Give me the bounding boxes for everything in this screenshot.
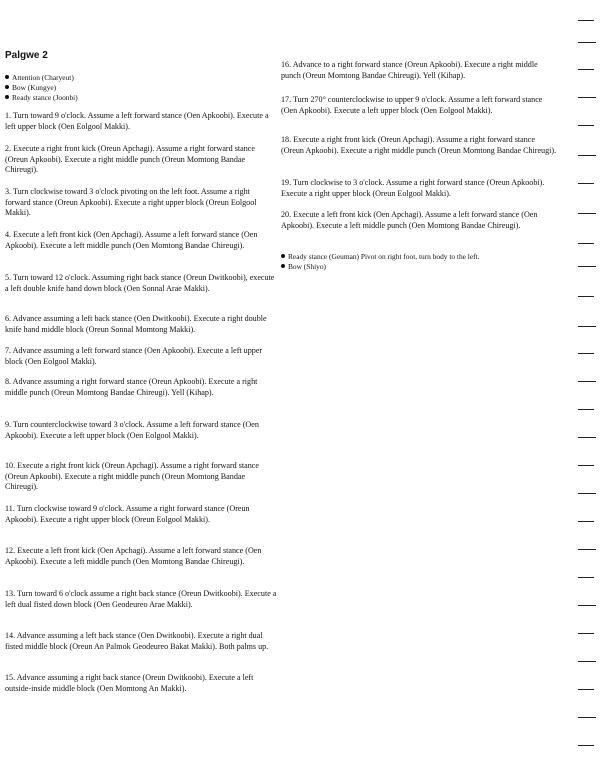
- step-14: 14. Advance assuming a left back stance (Oen Dwitkoobi). Execute a right dual fisted middle block (Oreun An Palmok Geodeureo Bakat Makki). Both palms up.: [5, 631, 269, 651]
- edge-mark: [578, 183, 594, 184]
- edge-mark: [578, 125, 594, 126]
- edge-mark: [578, 633, 594, 634]
- form-title: Palgwe 2: [5, 50, 48, 61]
- step-15: 15. Advance assuming a right back stance (Oreun Dwitkoobi). Execute a left outside-inside middle block (Oen Momtong An Makki).: [5, 673, 254, 693]
- edge-mark: [578, 689, 594, 690]
- bullet-dot-icon: [281, 264, 285, 268]
- scan-edge-marks: [578, 0, 600, 769]
- closing-bullet: Ready stance (Geuman) Pivot on right foot, turn body to the left.: [281, 252, 480, 262]
- edge-mark: [578, 266, 596, 267]
- step-18: 18. Execute a right front kick (Oreun Apchagi). Assume a right forward stance (Oreun Apkoobi). Execute a right middle punch (Oreun Momtong Bandae Chireugi).: [281, 135, 557, 155]
- edge-mark: [578, 409, 594, 410]
- bullet-dot-icon: [5, 85, 9, 89]
- edge-mark: [578, 326, 596, 327]
- edge-mark: [578, 465, 594, 466]
- step-9: 9. Turn counterclockwise toward 3 o'clock. Assume a left forward stance (Oen Apkoobi). Execute a left upper block (Oen Eolgool Makki).: [5, 420, 259, 440]
- edge-mark: [578, 605, 596, 606]
- opening-bullet: Attention (Charyeut): [5, 73, 74, 83]
- edge-mark: [578, 493, 596, 494]
- step-20: 20. Execute a left front kick (Oen Apchagi). Assume a left forward stance (Oen Apkoobi). Execute a left middle punch (Oen Momtong Bandae Chireugi).: [281, 210, 538, 230]
- edge-mark: [578, 381, 596, 382]
- edge-mark: [578, 745, 594, 746]
- bullet-dot-icon: [281, 254, 285, 258]
- edge-mark: [578, 437, 596, 438]
- step-3: 3. Turn clockwise toward 3 o'clock pivoting on the left foot. Assume a right forward stance (Oreun Apkoobi). Execute a right upper block (Oreun Eolgool Makki).: [5, 187, 257, 218]
- edge-mark: [578, 243, 594, 244]
- step-12: 12. Execute a left front kick (Oen Apchagi). Assume a left forward stance (Oen Apkoobi). Execute a left middle punch (Oen Momtong Bandae Chireugi).: [5, 546, 262, 566]
- bullet-dot-icon: [5, 95, 9, 99]
- edge-mark: [578, 549, 596, 550]
- edge-mark: [578, 20, 594, 21]
- opening-bullet: Ready stance (Joonbi): [5, 93, 78, 103]
- opening-bullet: Bow (Kungye): [5, 83, 56, 93]
- edge-mark: [578, 661, 596, 662]
- edge-mark: [578, 353, 594, 354]
- edge-mark: [578, 69, 594, 70]
- step-6: 6. Advance assuming a left back stance (Oen Dwitkoobi). Execute a right double knife hand middle block (Oreun Sonnal Momtong Makki).: [5, 314, 267, 334]
- closing-bullet: Bow (Shiyo): [281, 262, 326, 272]
- bullet-dot-icon: [5, 75, 9, 79]
- edge-mark: [578, 213, 596, 214]
- step-17: 17. Turn 270° counterclockwise to upper 9 o'clock. Assume a left forward stance (Oen Apkoobi). Execute a left upper block (Oen Eolgool Makki).: [281, 95, 543, 115]
- step-19: 19. Turn clockwise to 3 o'clock. Assume a right forward stance (Oreun Apkoobi). Execute a right upper block (Oreun Eolgool Makki).: [281, 178, 545, 198]
- step-16: 16. Advance to a right forward stance (Oreun Apkoobi). Execute a right middle punch (Oreun Momtong Bandae Chireugi). Yell (Kihap).: [281, 60, 538, 80]
- edge-mark: [578, 577, 594, 578]
- step-10: 10. Execute a right front kick (Oreun Apchagi). Assume a right forward stance (Oreun Apkoobi). Execute a right middle punch (Oreun Momtong Bandae Chireugi).: [5, 461, 259, 492]
- edge-mark: [578, 155, 596, 156]
- step-7: 7. Advance assuming a left forward stance (Oen Apkoobi). Execute a left upper block (Oen Eolgool Makki).: [5, 346, 263, 366]
- step-2: 2. Execute a right front kick (Oreun Apchagi). Assume a right forward stance (Oreun Apkoobi). Execute a right middle punch (Oreun Momtong Bandae Chireugi).: [5, 144, 255, 175]
- edge-mark: [578, 521, 594, 522]
- step-4: 4. Execute a left front kick (Oen Apchagi). Assume a left forward stance (Oen Apkoobi). Execute a left middle punch (Oen Momtong Bandae Chireugi).: [5, 230, 258, 250]
- edge-mark: [578, 296, 594, 297]
- step-8: 8. Advance assuming a right forward stance (Oreun Apkoobi). Execute a right middle punch (Oreun Momtong Bandae Chireugi). Yell (Kihap).: [5, 377, 258, 397]
- edge-mark: [578, 717, 596, 718]
- step-13: 13. Turn toward 6 o'clock assume a right back stance (Oreun Dwitkoobi). Execute a left dual fisted down block (Oen Geodeureo Arae Makki).: [5, 589, 277, 609]
- step-11: 11. Turn clockwise toward 9 o'clock. Assume a right forward stance (Oreun Apkoobi). Execute a right upper block (Oreun Eolgool Makki).: [5, 504, 250, 524]
- step-5: 5. Turn toward 12 o'clock. Assuming right back stance (Oreun Dwitkoobi), execute a left double knife hand down block (Oen Sonnal Arae Makki).: [5, 273, 275, 293]
- step-1: 1. Turn toward 9 o'clock. Assume a left forward stance (Oen Apkoobi). Execute a left upper block (Oen Eolgool Makki).: [5, 111, 269, 131]
- edge-mark: [578, 97, 596, 98]
- edge-mark: [578, 42, 596, 43]
